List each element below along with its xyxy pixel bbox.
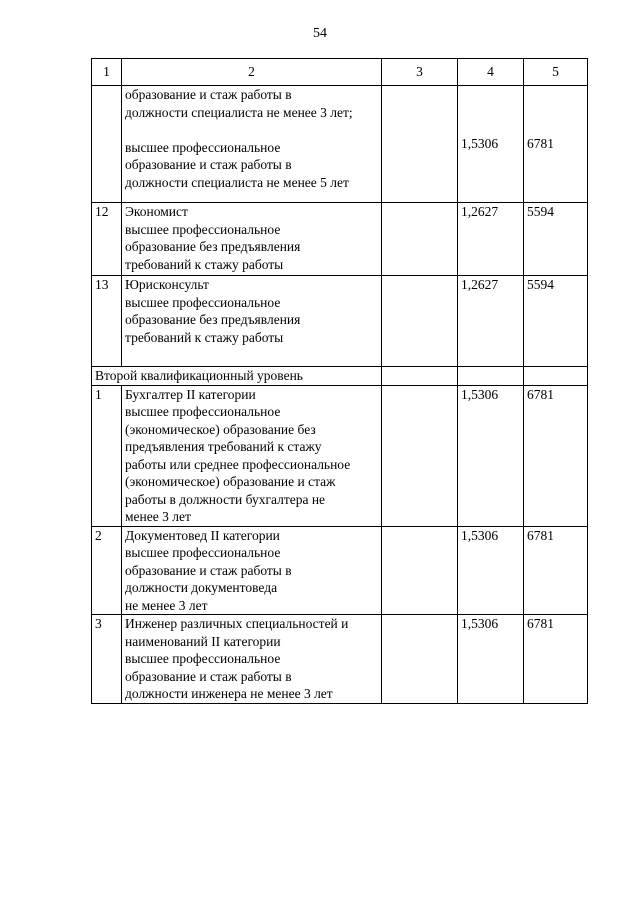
level-title-row: [92, 367, 588, 386]
position-requirements-cell: [122, 615, 382, 704]
empty-cell: [382, 86, 458, 203]
position-title: Инженер различных специальностей и: [125, 616, 349, 631]
position-requirements-cell: [122, 385, 382, 526]
row-number-cell: 12: [92, 203, 122, 276]
row-number-cell: 1: [92, 385, 122, 526]
coefficient-cell: 1,5306: [458, 615, 524, 704]
salary-cell: 5594: [524, 276, 588, 367]
requirement-line: образование без предъявления: [125, 239, 301, 254]
table-row: [92, 276, 588, 367]
requirement-line: образование без предъявления: [125, 312, 301, 327]
column-header: 1: [92, 59, 122, 86]
column-header: 2: [122, 59, 382, 86]
table-row-continued: [92, 86, 588, 203]
empty-cell: [524, 367, 588, 386]
requirement-line: высшее профессиональное: [125, 139, 281, 155]
requirement-line: (экономическое) образование без: [125, 421, 316, 437]
position-title: Юрисконсульт: [125, 277, 209, 292]
coefficient-cell: 1,2627: [458, 203, 524, 276]
coefficient-cell: 1,5306: [458, 385, 524, 526]
table-row: [92, 615, 588, 704]
salary-value: 6781: [527, 136, 554, 152]
requirement-line: должности специалиста не менее 3 лет;: [125, 104, 353, 120]
table-row: [92, 203, 588, 276]
position-requirements-cell: [122, 276, 382, 367]
table-row: [92, 526, 588, 615]
salary-cell: 5594: [524, 203, 588, 276]
position-title: Экономист: [125, 204, 188, 219]
requirement-line: должности документоведа: [125, 580, 278, 595]
qualification-table: [91, 58, 588, 704]
coefficient-value: 1,5306: [461, 136, 499, 152]
requirement-line: должности инженера не менее 3 лет: [125, 686, 333, 701]
requirement-line: менее 3 лет: [125, 509, 191, 524]
empty-cell: [382, 526, 458, 615]
requirement-line: высшее профессиональное: [125, 221, 281, 237]
empty-cell: [382, 276, 458, 367]
coefficient-cell: [458, 86, 524, 203]
requirement-line: требований к стажу работы: [125, 329, 284, 345]
requirement-line: (экономическое) образование и стаж: [125, 474, 336, 489]
requirement-line: наименований II категории: [125, 633, 281, 649]
requirement-line: образование и стаж работы в: [125, 562, 292, 578]
column-header: 3: [382, 59, 458, 86]
row-number-cell: 13: [92, 276, 122, 367]
requirement-line: предъявления требований к стажу: [125, 439, 322, 454]
table-row: [92, 385, 588, 526]
salary-cell: 6781: [524, 526, 588, 615]
position-requirements-cell: [122, 86, 382, 203]
position-title: Бухгалтер II категории: [125, 386, 256, 402]
row-number-cell: [92, 86, 122, 203]
position-requirements-cell: [122, 526, 382, 615]
requirement-line: образование и стаж работы в: [125, 668, 292, 684]
requirement-line: работы в должности бухгалтера не: [125, 491, 326, 507]
empty-cell: [382, 367, 458, 386]
coefficient-cell: 1,5306: [458, 526, 524, 615]
row-number-cell: 2: [92, 526, 122, 615]
empty-cell: [458, 367, 524, 386]
salary-cell: 6781: [524, 385, 588, 526]
empty-cell: [382, 615, 458, 704]
empty-cell: [382, 203, 458, 276]
column-header: 4: [458, 59, 524, 86]
page-number: 54: [313, 26, 327, 41]
requirement-line: работы или среднее профессиональное: [125, 456, 351, 472]
qualification-level-title: Второй квалификационный уровень: [92, 367, 382, 386]
row-number-cell: 3: [92, 615, 122, 704]
requirement-line: высшее профессиональное: [125, 651, 281, 666]
empty-cell: [382, 385, 458, 526]
column-number-row: [92, 59, 588, 86]
requirement-line: должности специалиста не менее 5 лет: [125, 174, 349, 190]
requirement-line: образование и стаж работы в: [125, 87, 292, 102]
column-header: 5: [524, 59, 588, 86]
salary-cell: 6781: [524, 615, 588, 704]
position-title: Документовед II категории: [125, 527, 280, 543]
requirement-line: высшее профессиональное: [125, 294, 281, 310]
coefficient-cell: 1,2627: [458, 276, 524, 367]
requirement-line: не менее 3 лет: [125, 597, 208, 613]
salary-cell: [524, 86, 588, 203]
position-requirements-cell: [122, 203, 382, 276]
requirement-line: высшее профессиональное: [125, 545, 281, 560]
requirement-line: высшее профессиональное: [125, 404, 281, 419]
requirement-line: образование и стаж работы в: [125, 157, 292, 172]
requirement-line: требований к стажу работы: [125, 256, 284, 272]
